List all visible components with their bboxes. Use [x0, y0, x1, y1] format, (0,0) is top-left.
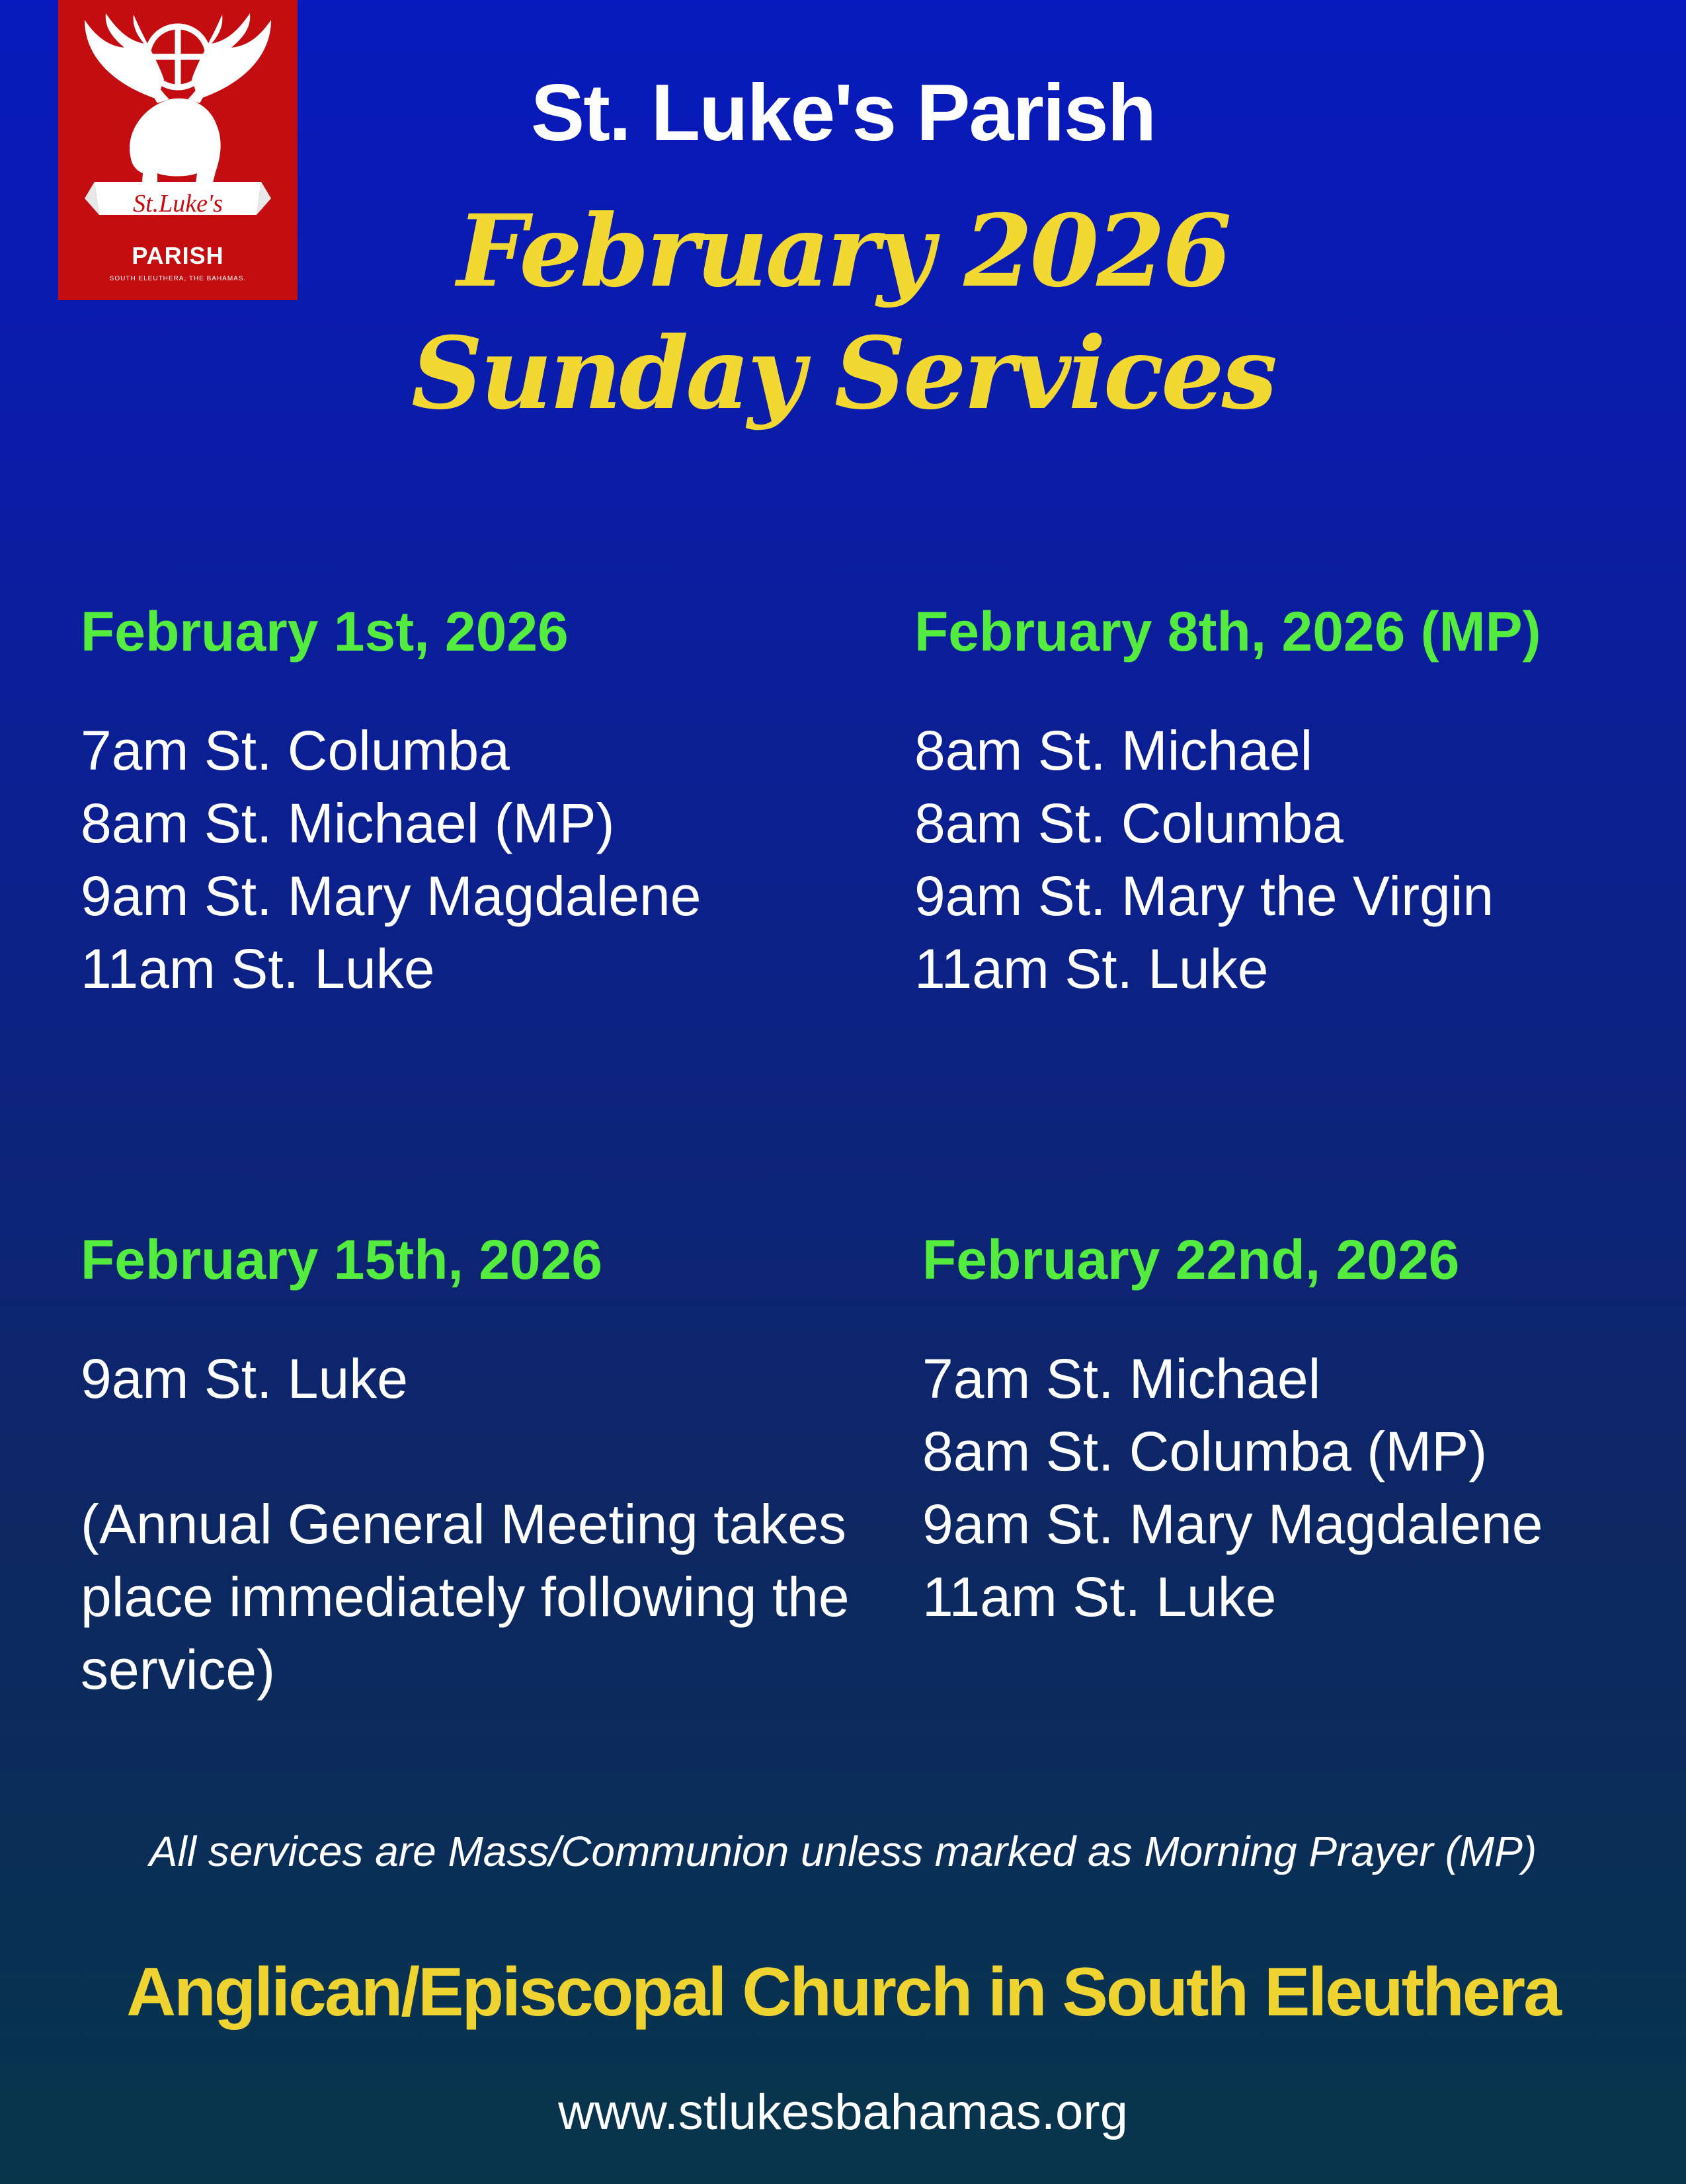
services-heading: Sunday Services	[411, 315, 1275, 432]
parish-logo	[58, 0, 298, 300]
service-item: 8am St. Columba (MP)	[922, 1420, 1488, 1482]
website-link[interactable]: www.stlukesbahamas.org	[558, 2084, 1128, 2140]
service-list	[914, 714, 1494, 1005]
service-item: 7am St. Columba	[81, 719, 510, 782]
page-title: St. Luke's Parish	[530, 67, 1156, 157]
church-tagline: Anglican/Episcopal Church in South Eleuthera	[126, 1954, 1560, 2031]
service-list	[922, 1342, 1543, 1633]
service-item: 11am St. Luke	[81, 938, 435, 1000]
service-item: 8am St. Michael	[914, 719, 1313, 782]
service-list	[81, 1342, 408, 1415]
logo-parish: PARISH	[132, 242, 224, 269]
service-item: 11am St. Luke	[914, 938, 1269, 1000]
service-item: 8am St. Michael (MP)	[81, 792, 615, 854]
schedule-date: February 8th, 2026 (MP)	[914, 600, 1541, 663]
service-footnote: All services are Mass/Communion unless marked as Morning Prayer (MP)	[149, 1828, 1537, 1875]
service-item: 7am St. Michael	[922, 1348, 1321, 1410]
service-item: 8am St. Columba	[914, 792, 1344, 854]
schedule-date: February 22nd, 2026	[922, 1229, 1460, 1291]
schedule-date: February 15th, 2026	[81, 1229, 603, 1291]
logo-name: St.Luke's	[133, 190, 223, 218]
service-list	[81, 714, 701, 1005]
service-item: 9am St. Mary Magdalene	[81, 865, 702, 927]
service-item: 9am St. Luke	[81, 1348, 408, 1410]
service-item: 11am St. Luke	[922, 1566, 1277, 1628]
month-heading: February 2026	[457, 193, 1229, 309]
service-item: 9am St. Mary the Virgin	[914, 865, 1494, 927]
schedule-block-feb-15	[81, 1223, 850, 1701]
schedule-date: February 1st, 2026	[81, 600, 569, 663]
schedule-block-feb-22	[922, 1223, 1543, 1628]
schedule-block-feb-1	[81, 595, 702, 1000]
logo-place: SOUTH ELEUTHERA, THE BAHAMAS.	[109, 275, 247, 282]
meeting-note: (Annual General Meeting takes place immediately following the service)	[81, 1493, 850, 1701]
schedule-block-feb-8	[914, 595, 1541, 1000]
service-item: 9am St. Mary Magdalene	[922, 1493, 1543, 1555]
